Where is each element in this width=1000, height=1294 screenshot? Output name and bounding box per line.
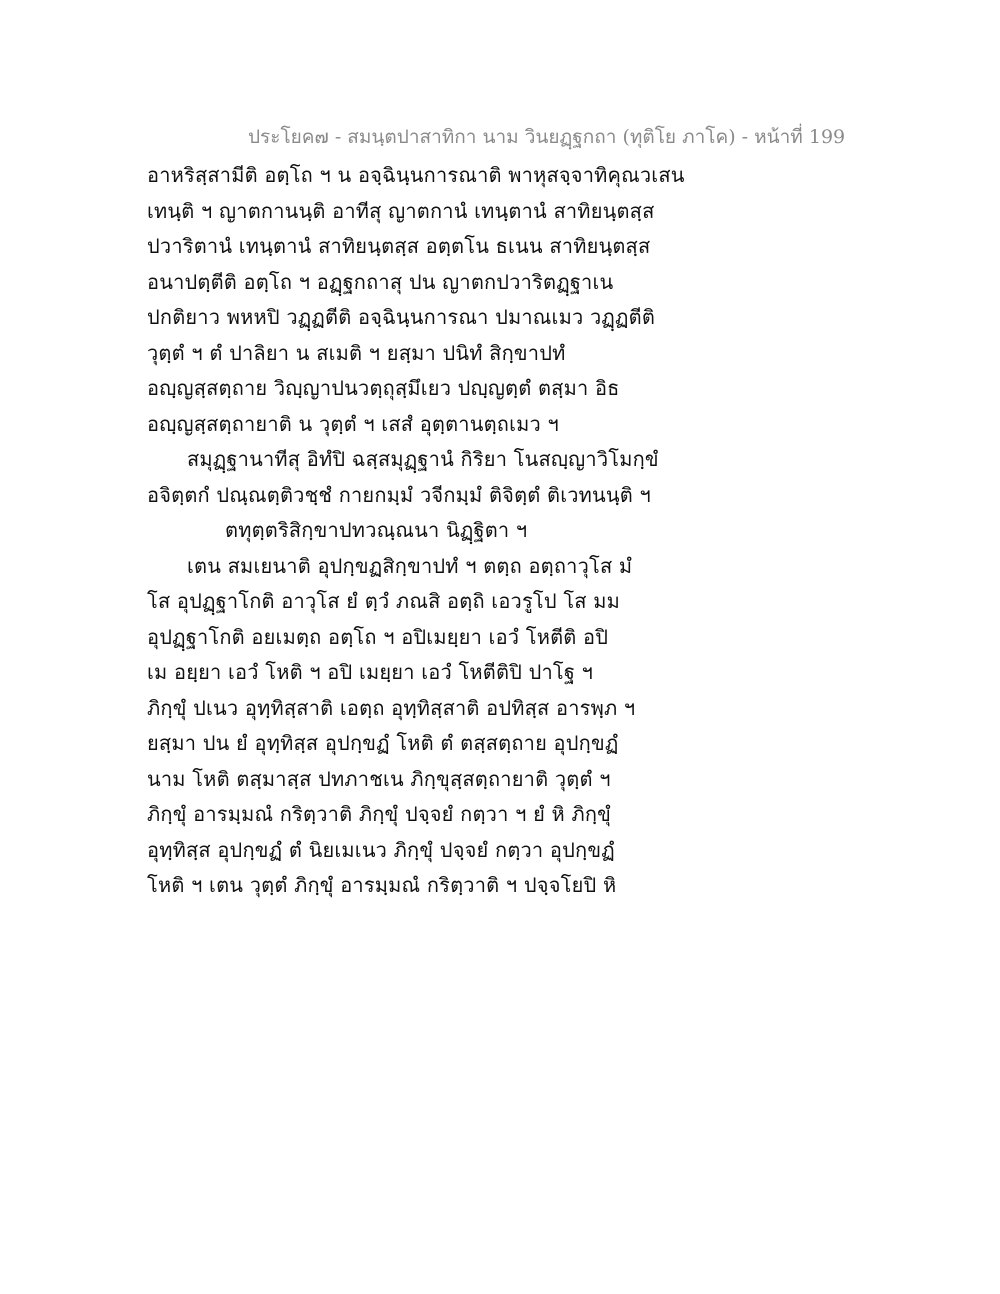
text-line: อาหริสฺสามีติ อตฺโถ ฯ น อจฺฉินฺนการณาติ พาหุสจฺจาทิคุณวเสน: [147, 163, 685, 187]
text-line: เม อยฺยา เอวํ โหติ ฯ อปิ เมยฺยา เอวํ โหตีติปิ ปาโฐ ฯ: [147, 660, 594, 684]
text-line: อญฺญสฺสตฺถายาติ น วุตฺตํ ฯ เสสํ อุตฺตานตฺถเมว ฯ: [147, 411, 559, 436]
text-line: อุทฺทิสฺส อุปกฺขฏํ ตํ นิยเมเนว ภิกฺขุํ ปจฺจยํ กตฺวา อุปกฺขฏํ: [147, 837, 615, 862]
text-line: อญฺญสฺสตฺถาย วิญฺญาปนวตฺถุสฺมึเยว ปญฺญตฺตํ ตสฺมา อิธ: [147, 376, 620, 400]
text-line: อนาปตฺตีติ อตฺโถ ฯ อฏฺฐกถาสุ ปน ญาตกปวาริตฏฺฐาเน: [147, 269, 614, 294]
running-header: ประโยค๗ - สมนฺตปาสาทิกา นาม วินยฏฺฐกถา (ทุติโย ภาโค) - หน้าที่ 199: [248, 126, 846, 148]
text-line: อจิตฺตกํ ปณฺณตฺติวชฺชํ กายกมฺมํ วจีกมฺมํ ติจิตฺตํ ติเวทนนฺติ ฯ: [147, 482, 651, 507]
section-end-heading: ตทุตฺตริสิกฺขาปทวณฺณนา นิฏฺฐิตา ฯ: [225, 518, 528, 542]
text-line: นาม โหติ ตสฺมาสฺส ปทภาชเน ภิกฺขุสฺสตฺถายาติ วุตฺตํ ฯ: [147, 766, 611, 791]
text-line: เทนฺติ ฯ ญาตกานนฺติ อาทีสุ ญาตกานํ เทนฺตานํ สาทิยนฺตสฺส: [147, 198, 655, 223]
text-line: ภิกฺขุํ อารมฺมณํ กริตฺวาติ ภิกฺขุํ ปจฺจยํ กตฺวา ฯ ยํ หิ ภิกฺขุํ: [147, 802, 612, 826]
paragraph-start-line: สมุฏฺฐานาทีสุ อิทํปิ ฉสฺสมุฏฺฐานํ กิริยา โนสญฺญาวิโมกฺขํ: [187, 447, 659, 471]
text-line: ภิกฺขุํ ปเนว อุทฺทิสฺสาติ เอตฺถ อุทฺทิสฺสาติ อปทิสฺส อารพฺภ ฯ: [147, 695, 636, 720]
text-line: ยสฺมา ปน ยํ อุทฺทิสฺส อุปกฺขฏํ โหติ ตํ ตสฺสตฺถาย อุปกฺขฏํ: [147, 731, 619, 755]
text-line: วุตฺตํ ฯ ตํ ปาลิยา น สเมติ ฯ ยสฺมา ปนิทํ สิกฺขาปทํ: [147, 340, 566, 365]
text-line: อุปฏฺฐาโกติ อยเมตฺถ อตฺโถ ฯ อปิเมยฺยา เอวํ โหตีติ อปิ: [147, 624, 609, 649]
text-line: ปวาริตานํ เทนฺตานํ สาทิยนฺตสฺส อตฺตโน ธเนน สาทิยนฺตสฺส: [147, 234, 651, 258]
text-line: โหติ ฯ เตน วุตฺตํ ภิกฺขุํ อารมฺมณํ กริตฺวาติ ฯ ปจฺจโยปิ หิ: [147, 873, 617, 897]
text-line: ปกติยาว พหหปิ วฏฺฏตีติ อจฺฉินฺนการณา ปมาณเมว วฏฺฏตีติ: [147, 305, 656, 329]
text-line: โส อุปฏฺฐาโกติ อาวุโส ยํ ตฺวํ ภณสิ อตฺถิ เอวรูโป โส มม: [147, 589, 620, 613]
paragraph-start-line: เตน สมเยนาติ อุปกฺขฏสิกฺขาปทํ ฯ ตตฺถ อตฺถาวุโส มํ: [187, 553, 633, 578]
body-text: [147, 158, 847, 904]
